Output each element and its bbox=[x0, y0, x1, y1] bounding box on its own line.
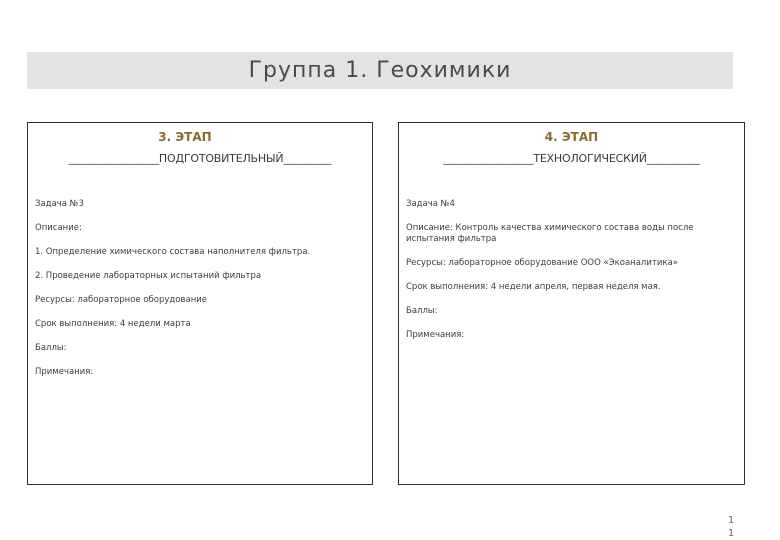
stage-number: 4. ЭТАП bbox=[544, 130, 599, 144]
task-notes: Примечания: bbox=[35, 367, 94, 377]
page-number: 11 bbox=[727, 515, 735, 539]
task-points: Баллы: bbox=[35, 343, 67, 353]
task-points: Баллы: bbox=[406, 306, 438, 316]
title-bar bbox=[27, 52, 733, 89]
task-resources: Ресурсы: лабораторное оборудование bbox=[35, 295, 208, 305]
task-title: Задача №4 bbox=[406, 199, 455, 209]
task-title: Задача №3 bbox=[35, 199, 84, 209]
task-step-1: 1. Определение химического состава наполнителя фильтра. bbox=[35, 247, 311, 257]
task-details bbox=[28, 199, 372, 378]
task-description: Описание: Контроль качества химического состава воды после испытания фильтра bbox=[406, 223, 694, 244]
page-title: Группа 1. Геохимики bbox=[248, 58, 512, 83]
task-deadline: Срок выполнения: 4 недели апреля, первая неделя мая. bbox=[406, 282, 661, 292]
stage-card-3 bbox=[27, 122, 373, 485]
task-details bbox=[399, 199, 744, 341]
task-step-2: 2. Проведение лабораторных испытаний фильтра bbox=[35, 271, 262, 281]
stage-number: 3. ЭТАП bbox=[158, 130, 212, 144]
stage-name: _________________ТЕХНОЛОГИЧЕСКИЙ__________ bbox=[443, 152, 700, 165]
stage-name: _________________ПОДГОТОВИТЕЛЬНЫЙ_________ bbox=[68, 152, 332, 165]
task-description-label: Описание: bbox=[35, 223, 82, 233]
task-deadline: Срок выполнения: 4 недели марта bbox=[35, 319, 191, 329]
task-resources: Ресурсы: лабораторное оборудование ООО «Экоаналитика» bbox=[406, 258, 678, 268]
task-notes: Примечания: bbox=[406, 330, 465, 340]
stage-card-4 bbox=[398, 122, 745, 485]
